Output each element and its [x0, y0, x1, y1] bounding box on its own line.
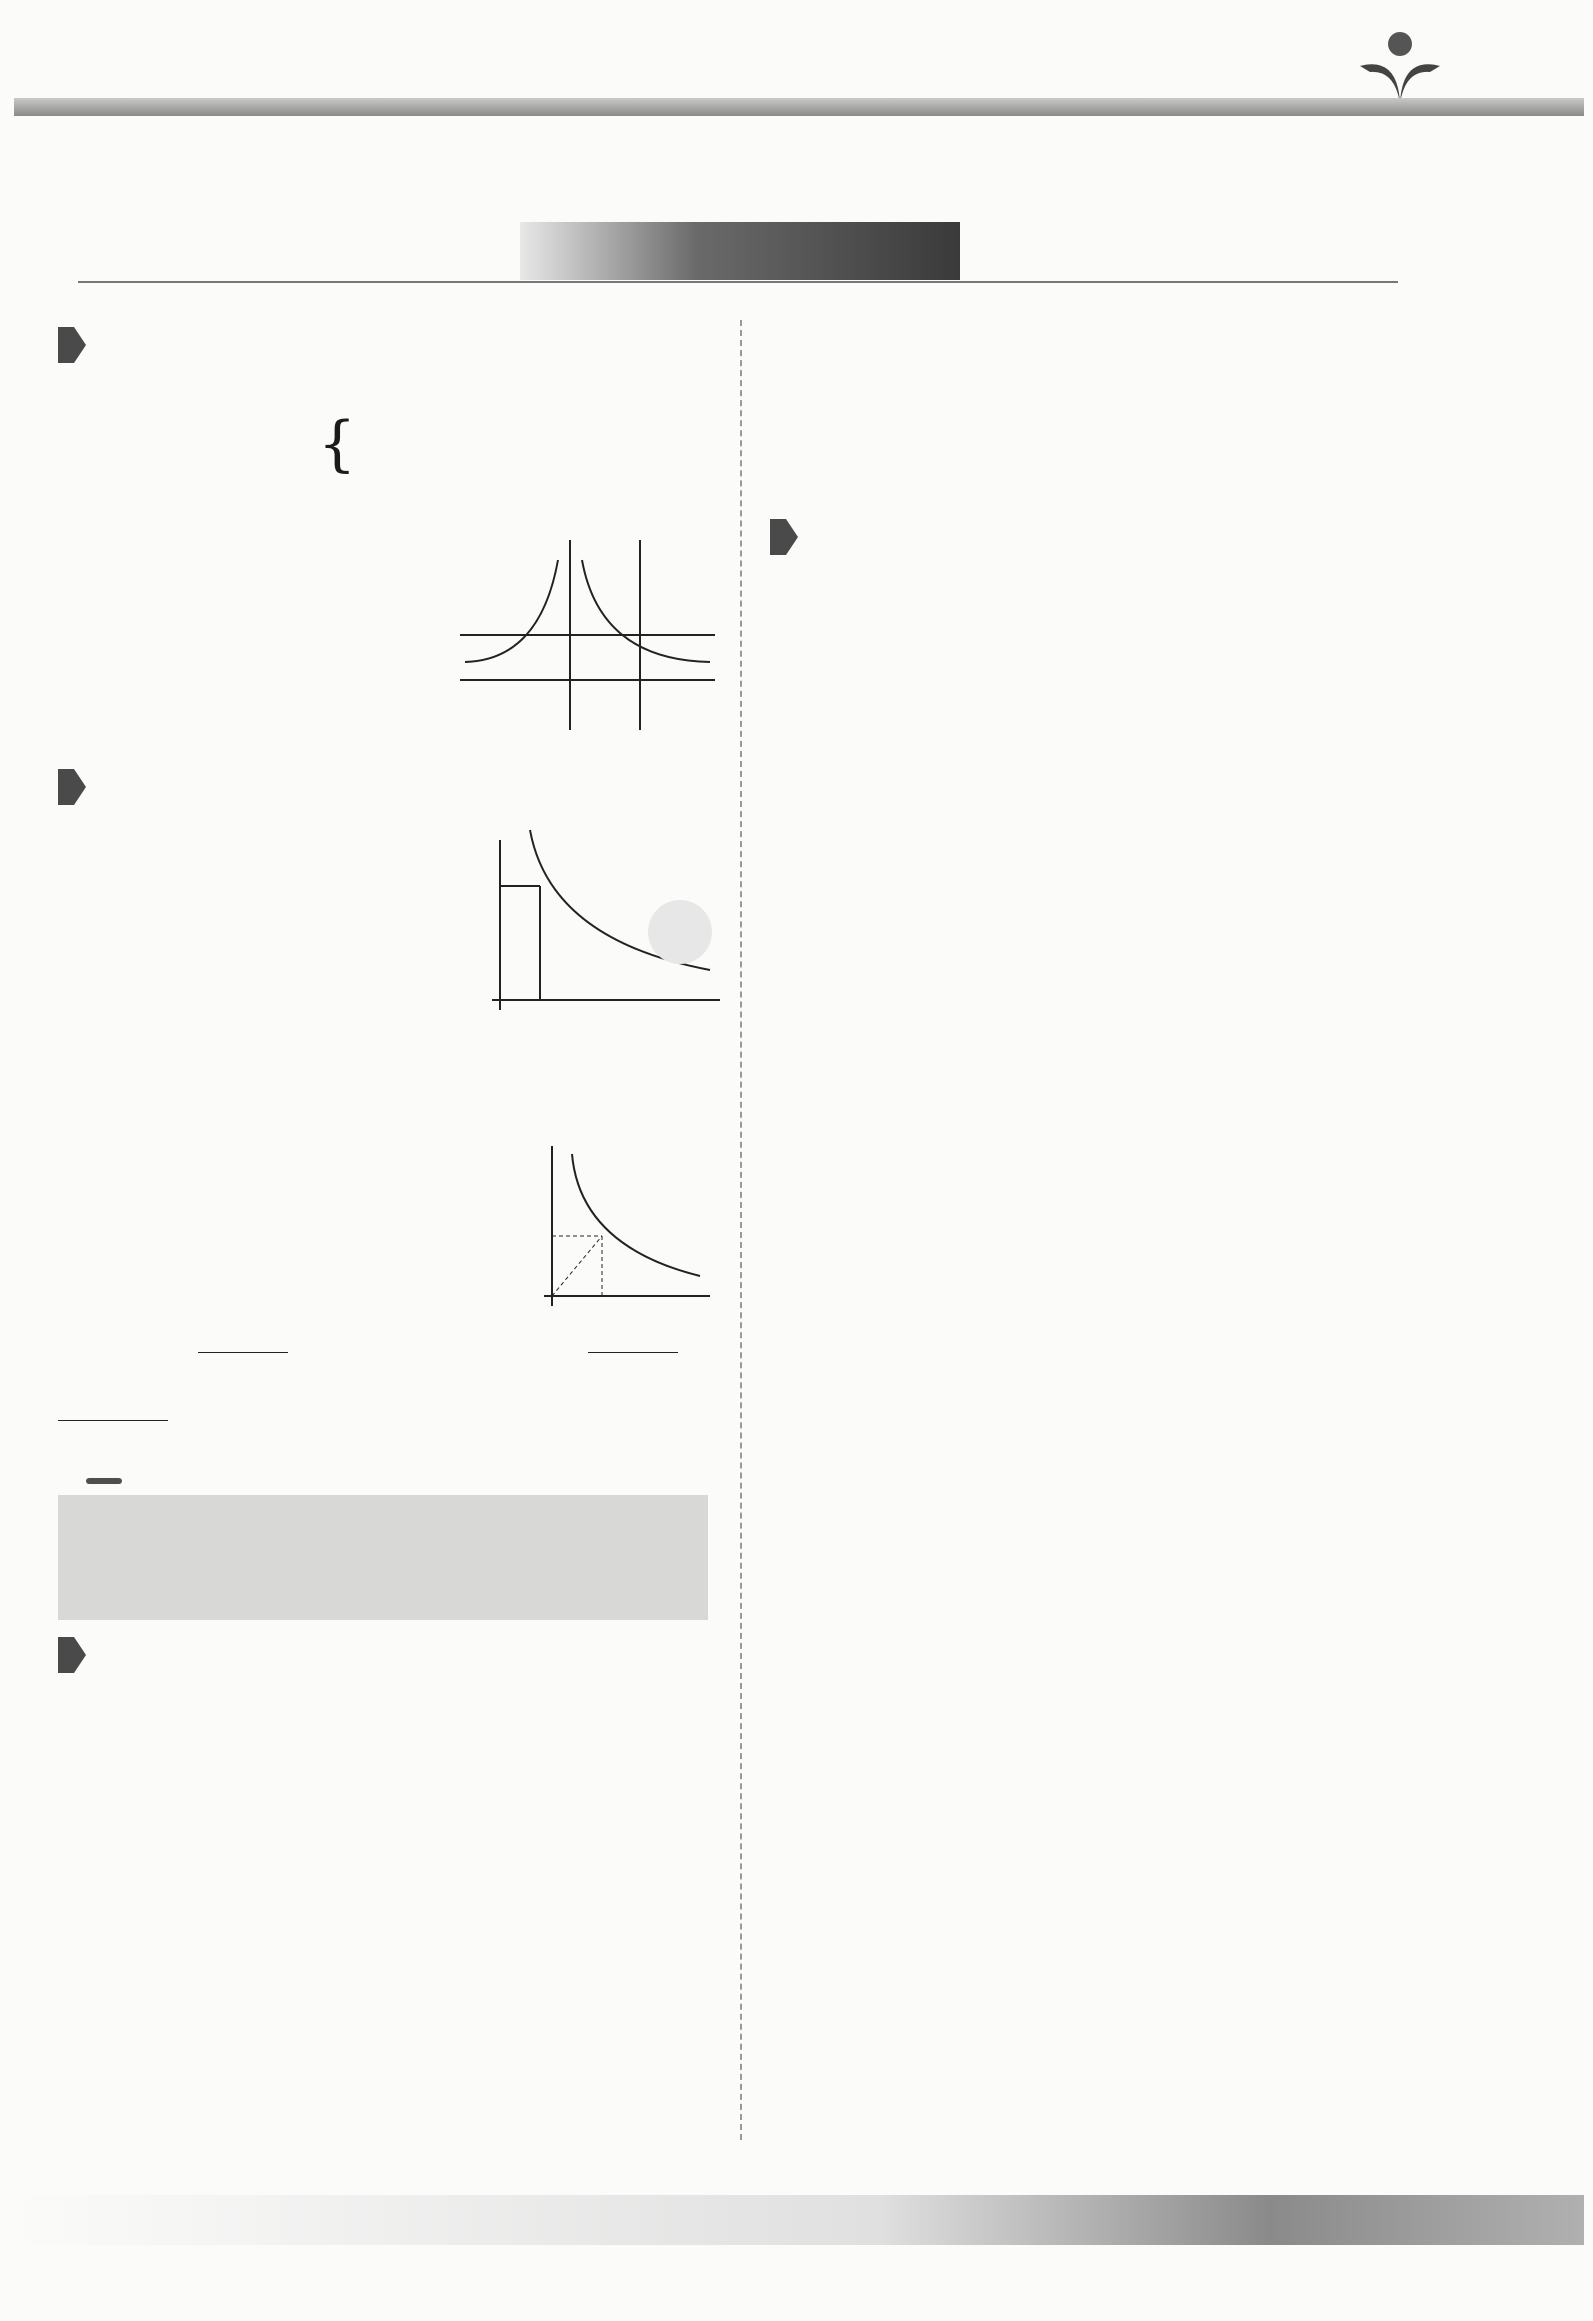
column-divider	[740, 320, 742, 2140]
q1-figure	[450, 520, 720, 740]
footer-bar	[14, 2195, 1584, 2245]
method-blank2	[588, 1352, 678, 1353]
task-label	[58, 1637, 74, 1673]
tag-arrow-icon	[74, 1637, 86, 1673]
tag-arrow-icon	[74, 769, 86, 805]
banner-rule	[78, 281, 1398, 283]
tag-arrow-icon	[74, 327, 86, 363]
header-divider	[14, 98, 1584, 116]
guide-title	[86, 1478, 122, 1484]
task-label	[58, 327, 74, 363]
method-blank3	[58, 1420, 168, 1421]
guide-box	[58, 1495, 708, 1620]
coordinate-grid	[900, 1424, 1280, 1674]
method-figure	[520, 1136, 720, 1316]
task-tag-1	[58, 326, 102, 364]
task-label	[770, 519, 786, 555]
method-blank1	[198, 1352, 288, 1353]
tag-arrow-icon	[786, 519, 798, 555]
book-logo-icon	[1350, 26, 1446, 106]
task-tag-2	[58, 768, 102, 806]
brace-icon: {	[318, 409, 357, 479]
task-tag-3	[58, 1636, 102, 1674]
q2-figure	[470, 820, 730, 1020]
task-label	[58, 769, 74, 805]
task-tag-4	[770, 518, 814, 556]
banner-background	[520, 222, 960, 280]
